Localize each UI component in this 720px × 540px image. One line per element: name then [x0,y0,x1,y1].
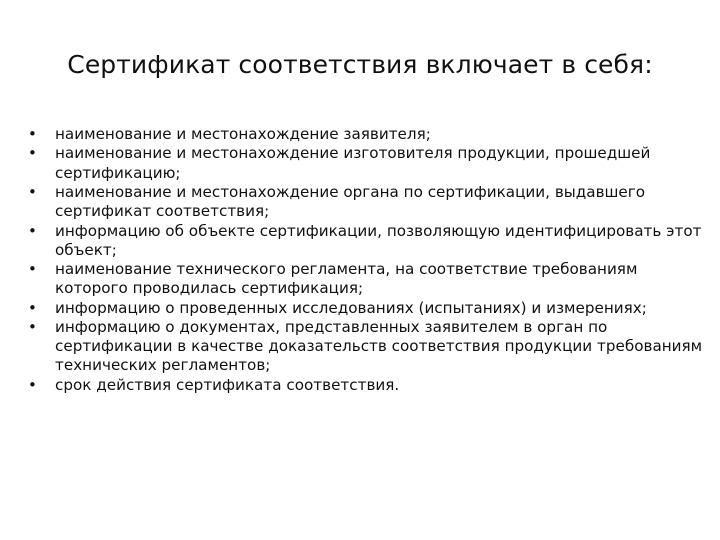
bullet-icon: • [28,144,37,163]
list-item [28,183,708,221]
bullet-list [28,125,708,395]
list-item-text: наименование технического регламента, на соответствие требованиям которого проводилась сертификация; [55,260,638,298]
list-item [28,222,708,260]
list-item-text: информацию об объекте сертификации, позволяющую идентифицировать этот объект; [55,221,702,259]
bullet-icon: • [28,125,37,143]
list-item-text: наименование и местонахождение органа по сертификации, выдавшего сертификат соответствия; [55,183,646,221]
list-item-text: наименование и местонахождение заявителя; [55,125,431,143]
bullet-icon: • [28,375,37,394]
slide-title: Сертификат соответствия включает в себя: [67,50,653,79]
list-item-text: наименование и местонахождение изготовителя продукции, прошедшей сертификацию; [55,144,651,182]
list-item [28,376,708,395]
list-item [28,144,708,182]
list-item [28,318,708,375]
bullet-icon: • [28,221,37,240]
list-item [28,125,708,144]
list-item [28,260,708,298]
bullet-icon: • [28,183,37,202]
list-item [28,299,708,318]
list-item-text: информацию о документах, представленных заявителем в орган по сертификации в качестве доказательств соответствия продукции требованиям технических регламентов; [55,318,703,375]
list-item-text: информацию о проведенных исследованиях (испытаниях) и измерениях; [55,298,647,317]
bullet-icon: • [28,260,37,279]
bullet-icon: • [28,318,37,337]
list-item-text: срок действия сертификата соответствия. [55,375,400,394]
bullet-icon: • [28,298,37,317]
